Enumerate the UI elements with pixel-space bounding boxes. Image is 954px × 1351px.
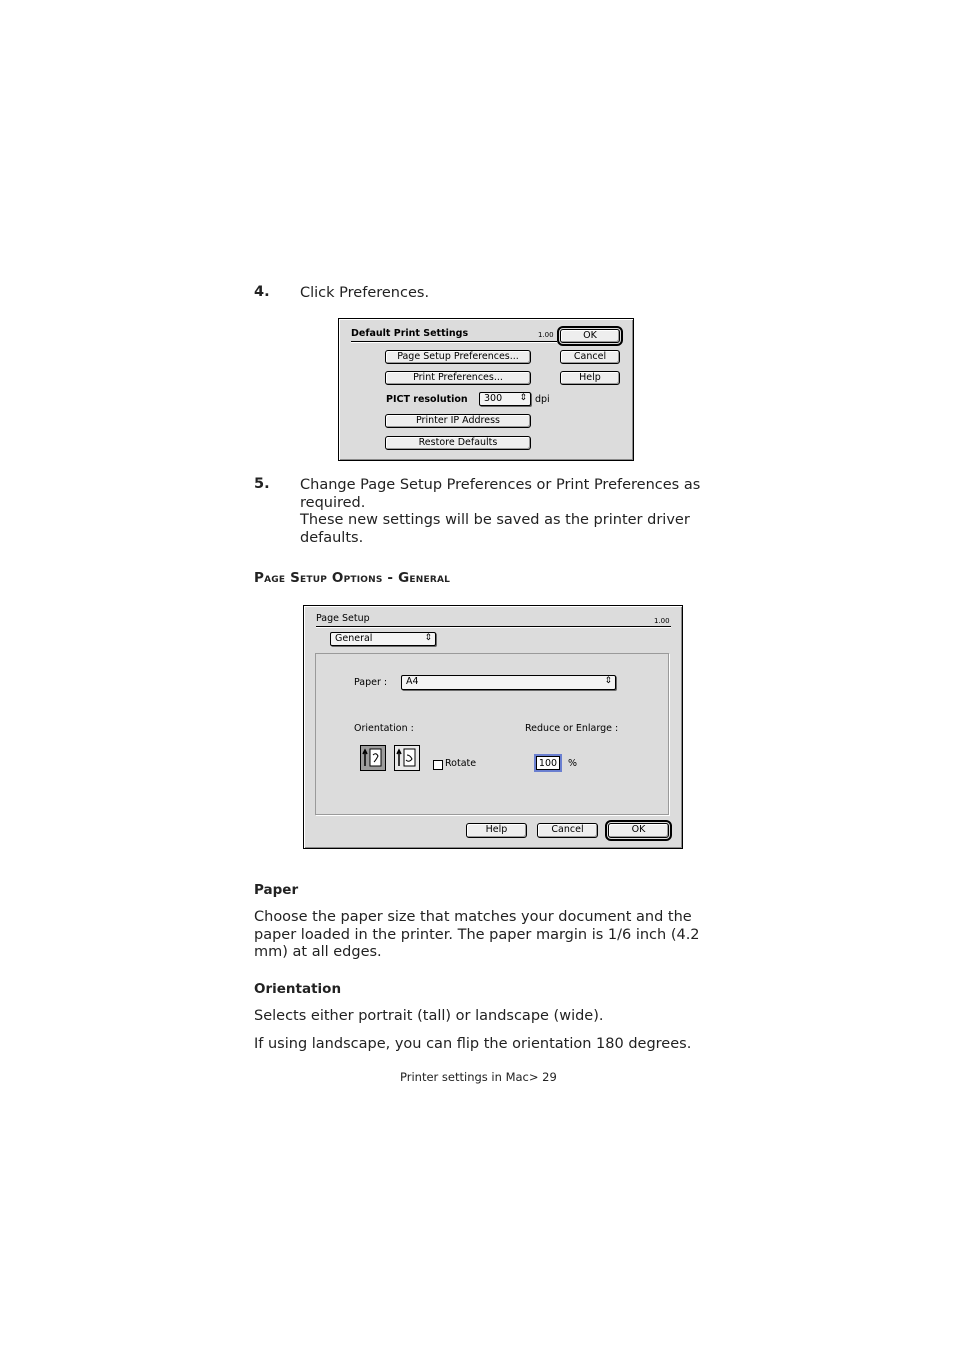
title-divider [316, 626, 671, 628]
paper-line-1: Choose the paper size that matches your document and the [254, 909, 692, 925]
pict-unit: dpi [535, 394, 550, 405]
cancel-button[interactable]: Cancel [537, 823, 598, 838]
settings-group-box [315, 653, 669, 815]
pict-resolution-value: 300 [484, 393, 503, 404]
updown-arrows-icon: ⇕ [424, 633, 432, 643]
paper-select[interactable] [401, 675, 616, 690]
percent-input[interactable]: 100 [536, 756, 560, 770]
page-setup-dialog [303, 605, 683, 849]
updown-arrows-icon: ⇕ [604, 676, 612, 686]
rotate-checkbox[interactable] [433, 760, 443, 770]
step-4-number: 4. [254, 284, 270, 300]
step-5-line-2: required. [300, 495, 366, 511]
pict-resolution-label: PICT resolution [386, 394, 468, 405]
dialog-version: 1.00 [654, 617, 670, 625]
page-footer: Printer settings in Mac> 29 [400, 1070, 557, 1084]
panel-select[interactable] [330, 632, 436, 646]
help-button[interactable]: Help [560, 371, 620, 385]
portrait-orientation-button[interactable] [360, 745, 386, 771]
pict-resolution-select[interactable] [479, 392, 531, 406]
default-print-settings-dialog [338, 318, 634, 461]
print-preferences-button[interactable]: Print Preferences... [385, 371, 531, 385]
orientation-para-2: If using landscape, you can flip the orientation 180 degrees. [254, 1036, 692, 1052]
orientation-label: Orientation : [354, 723, 414, 734]
paper-line-3: mm) at all edges. [254, 944, 382, 960]
reduce-enlarge-label: Reduce or Enlarge : [525, 723, 619, 734]
section-heading: Page Setup Options - General [254, 570, 451, 586]
ok-button[interactable]: OK [560, 329, 620, 343]
step-4-text: Click Preferences. [300, 285, 430, 301]
paper-select-value: A4 [406, 676, 419, 687]
orientation-heading: Orientation [254, 981, 342, 997]
step-5-line-1: Change Page Setup Preferences or Print Preferences as [300, 477, 701, 493]
step-5-line-4: defaults. [300, 530, 364, 546]
paper-heading: Paper [254, 882, 299, 898]
portrait-icon [361, 746, 385, 770]
paper-line-2: paper loaded in the printer. The paper margin is 1/6 inch (4.2 [254, 927, 700, 943]
dialog-title: Page Setup [316, 613, 370, 624]
paper-label: Paper : [354, 677, 388, 688]
landscape-orientation-button[interactable] [394, 745, 420, 771]
restore-defaults-button[interactable]: Restore Defaults [385, 436, 531, 450]
printer-ip-address-button[interactable]: Printer IP Address [385, 414, 531, 428]
page-setup-preferences-button[interactable]: Page Setup Preferences... [385, 350, 531, 364]
percent-unit: % [568, 758, 578, 769]
help-button[interactable]: Help [466, 823, 527, 838]
dialog-version: 1.00 [538, 331, 554, 339]
rotate-label: Rotate [445, 758, 477, 769]
landscape-icon [395, 746, 419, 770]
dialog-title: Default Print Settings [351, 328, 469, 339]
cancel-button[interactable]: Cancel [560, 350, 620, 364]
title-divider [351, 341, 557, 343]
step-5-line-3: These new settings will be saved as the printer driver [300, 512, 690, 528]
step-5-number: 5. [254, 476, 270, 492]
ok-button[interactable]: OK [608, 823, 669, 838]
updown-arrows-icon: ⇕ [519, 393, 527, 403]
panel-select-value: General [335, 633, 373, 644]
orientation-para-1: Selects either portrait (tall) or landscape (wide). [254, 1008, 604, 1024]
